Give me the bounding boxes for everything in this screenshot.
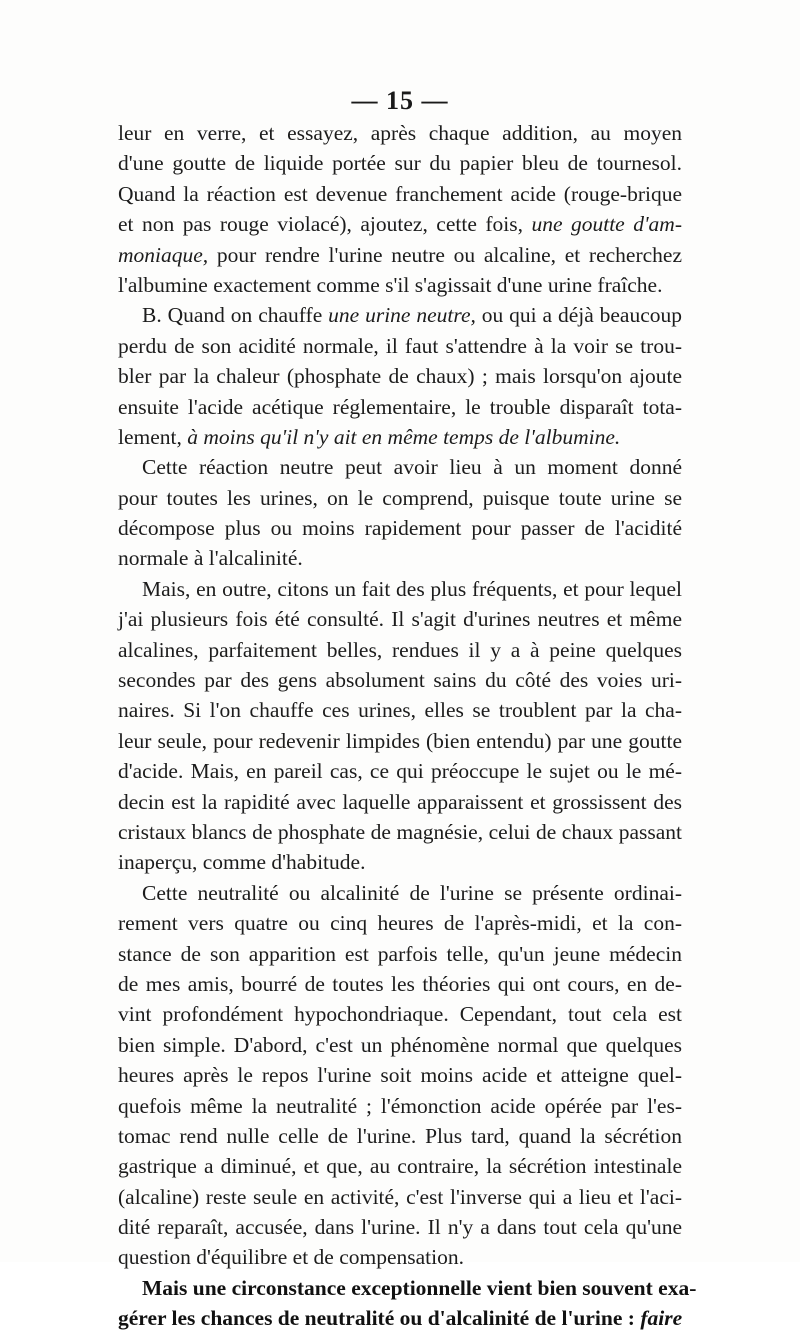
text-segment: heures après le repos l'urine soit moins acide et atteigne quel- [118, 1063, 682, 1088]
text-segment: décompose plus ou moins rapidement pour passer de l'acidité [118, 516, 682, 541]
text-line [118, 270, 682, 300]
text-line [118, 665, 682, 695]
italic-text: faire [640, 1306, 683, 1331]
text-line [118, 695, 682, 725]
italic-text: moniaque, [118, 242, 209, 267]
text-line [118, 999, 682, 1029]
text-segment: pour toutes les urines, on le comprend, puisque toute urine se [118, 485, 682, 510]
text-line [118, 756, 682, 786]
text-segment: alcalines, parfaitement belles, rendues il y a à peine quelques [118, 637, 682, 662]
text-segment: quefois même la neutralité ; l'émonction acide opérée par l'es- [118, 1093, 682, 1118]
text-line [118, 148, 682, 178]
text-segment: j'ai plusieurs fois été consulté. Il s'agit d'urines neutres et même [118, 607, 682, 632]
text-line [118, 1182, 682, 1212]
text-segment: gastrique a diminué, et que, au contraire, la sécrétion intestinale [118, 1154, 682, 1179]
text-segment: et non pas rouge violacé), ajoutez, cette fois, [118, 212, 532, 237]
text-segment: inaperçu, comme d'habitude. [118, 850, 366, 875]
text-segment: gérer les chances de neutralité ou d'alcalinité de l'urine : [118, 1306, 641, 1331]
text-segment: decin est la rapidité avec laquelle apparaissent et grossissent des [118, 789, 682, 814]
text-segment: pour rendre l'urine neutre ou alcaline, et recherchez [208, 242, 682, 267]
text-segment: secondes par des gens absolument sains du côté des voies uri- [118, 668, 682, 693]
text-line [118, 513, 682, 543]
text-segment: perdu de son acidité normale, il faut s'attendre à la voir se trou- [118, 333, 682, 358]
body-text [118, 118, 697, 1334]
text-segment: d'une goutte de liquide portée sur du papier bleu de tournesol. [118, 151, 682, 176]
text-segment: leur seule, pour redevenir limpides (bien entendu) par une goutte [118, 728, 682, 753]
text-segment: Cette réaction neutre peut avoir lieu à un moment donné [142, 455, 682, 480]
text-line [118, 1303, 682, 1333]
text-line [118, 331, 682, 361]
text-segment: dité reparaît, accusée, dans l'urine. Il n'y a dans tout cela qu'une [118, 1215, 682, 1240]
text-line [118, 817, 682, 847]
text-segment: Mais une circonstance exceptionnelle vient bien souvent exa- [142, 1275, 697, 1300]
text-line [118, 604, 682, 634]
text-line [118, 392, 682, 422]
text-line [118, 1030, 682, 1060]
text-line [118, 452, 682, 482]
text-segment: tomac rend nulle celle de l'urine. Plus tard, quand la sécrétion [118, 1123, 682, 1148]
text-line [118, 240, 682, 270]
text-segment: l'albumine exactement comme s'il s'agissait d'une urine fraîche. [118, 272, 663, 297]
text-segment: vint profondément hypochondriaque. Cependant, tout cela est [118, 1002, 682, 1027]
text-segment: normale à l'alcalinité. [118, 546, 303, 571]
text-segment: lement, [118, 424, 188, 449]
text-line [118, 118, 682, 148]
text-line [118, 908, 682, 938]
text-line [118, 422, 682, 452]
text-segment: Mais, en outre, citons un fait des plus fréquents, et pour lequel [142, 576, 682, 601]
text-segment: Quand la réaction est devenue franchement acide (rouge-brique [118, 181, 682, 206]
text-line [118, 1242, 682, 1272]
text-line [118, 635, 682, 665]
text-segment: cristaux blancs de phosphate de magnésie, celui de chaux passant [118, 819, 682, 844]
text-segment: rement vers quatre ou cinq heures de l'après-midi, et la con- [118, 911, 682, 936]
text-line [118, 1273, 697, 1303]
page-number: — 15 — [351, 86, 449, 115]
text-line [118, 1151, 682, 1181]
text-line [118, 787, 682, 817]
text-segment: de mes amis, bourré de toutes les théories qui ont cours, en de- [118, 971, 682, 996]
text-segment: (alcaline) reste seule en activité, c'est l'inverse qui a lieu et l'aci- [118, 1184, 682, 1209]
italic-text: à moins qu'il n'y ait en même temps de l'albumine. [187, 424, 621, 449]
text-segment: bien simple. D'abord, c'est un phénomène normal que quelques [118, 1032, 682, 1057]
text-line [118, 361, 682, 391]
text-segment: ensuite l'acide acétique réglementaire, le trouble disparaît tota- [118, 394, 682, 419]
text-line [118, 726, 682, 756]
text-line [118, 574, 682, 604]
text-line [118, 1212, 682, 1242]
text-line [118, 847, 682, 877]
text-segment: B. Quand on chauffe [142, 303, 329, 328]
text-segment: ou qui a déjà beaucoup [475, 303, 683, 328]
text-line [118, 300, 682, 330]
text-segment: Cette neutralité ou alcalinité de l'urine se présente ordinai- [142, 880, 682, 905]
text-segment: bler par la chaleur (phosphate de chaux) ; mais lorsqu'on ajoute [118, 364, 682, 389]
text-line [118, 939, 682, 969]
text-line [118, 483, 682, 513]
text-line [118, 878, 682, 908]
italic-text: une urine neutre, [328, 303, 476, 328]
text-segment: leur en verre, et essayez, après chaque addition, au moyen [118, 121, 682, 145]
text-segment: stance de son apparition est parfois telle, qu'un jeune médecin [118, 941, 682, 966]
italic-text: une goutte d'am- [531, 212, 682, 237]
text-line [118, 179, 682, 209]
text-segment: question d'équilibre et de compensation. [118, 1245, 464, 1270]
text-line [118, 1121, 682, 1151]
text-line [118, 209, 682, 239]
text-line [118, 1091, 682, 1121]
text-line [118, 969, 682, 999]
text-line [118, 1060, 682, 1090]
text-segment: d'acide. Mais, en pareil cas, ce qui préoccupe le sujet ou le mé- [118, 759, 682, 784]
text-segment: naires. Si l'on chauffe ces urines, elles se troublent par la cha- [118, 698, 682, 723]
text-line [118, 543, 682, 573]
